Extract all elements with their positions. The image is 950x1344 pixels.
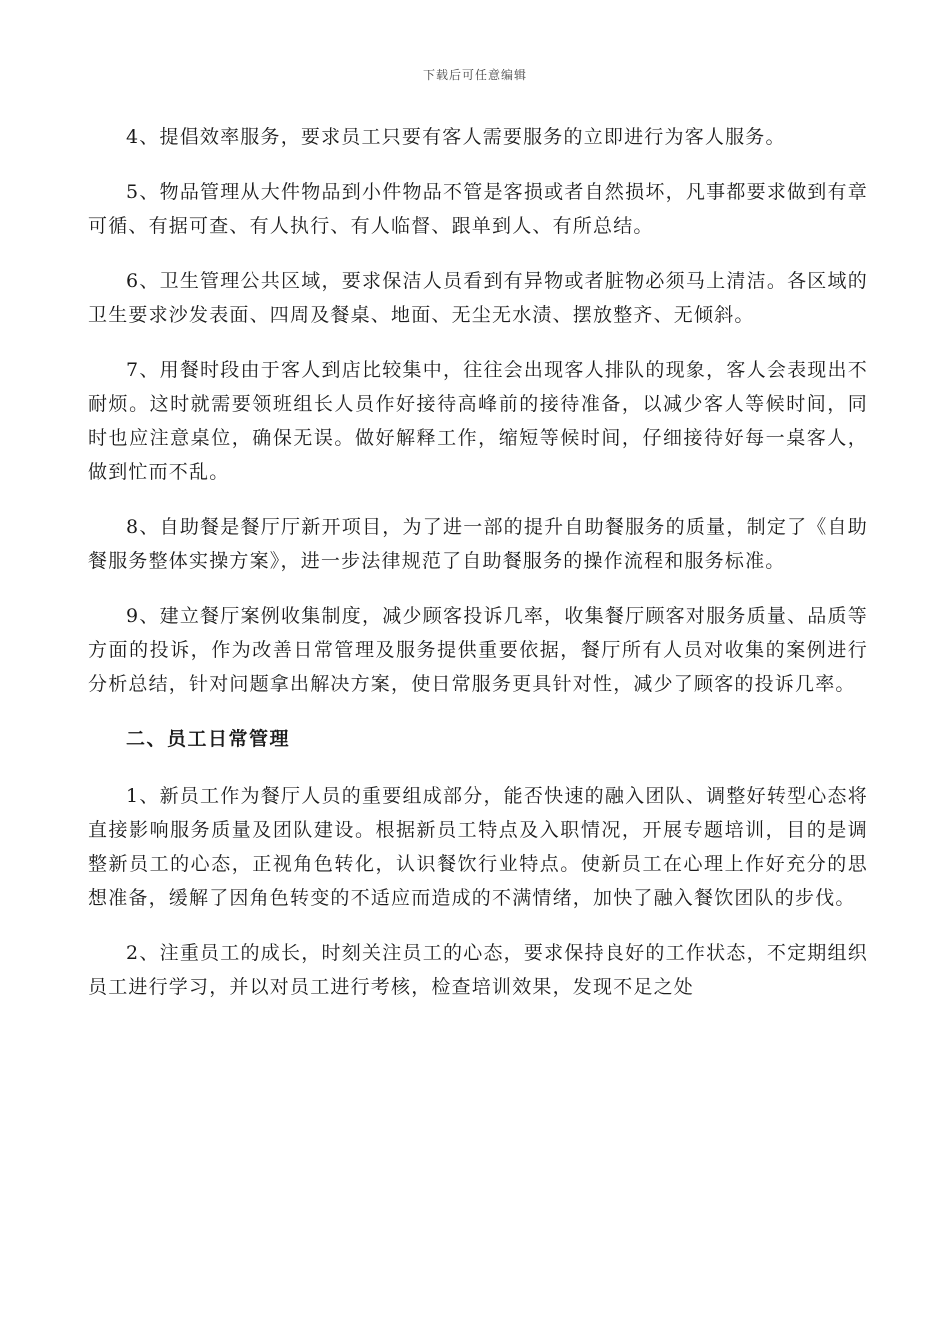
document-body	[88, 120, 868, 1025]
paragraph-6: 6、卫生管理公共区域，要求保洁人员看到有异物或者脏物必须马上清洁。各区域的卫生要求沙发表面、四周及餐桌、地面、无尘无水渍、摆放整齐、无倾斜。	[88, 270, 868, 326]
paragraph-5: 5、物品管理从大件物品到小件物品不管是客损或者自然损坏，凡事都要求做到有章可循、有据可查、有人执行、有人临督、跟单到人、有所总结。	[88, 181, 868, 237]
paragraph-4: 4、提倡效率服务，要求员工只要有客人需要服务的立即进行为客人服务。	[126, 126, 786, 148]
page-header: 下载后可任意编辑	[422, 68, 527, 82]
paragraph-7: 7、用餐时段由于客人到店比较集中，往往会出现客人排队的现象，客人会表现出不耐烦。这时就需要领班组长人员作好接待高峰前的接待准备，以减少客人等候时间，同时也应注意桌位，确保无误。做好解释工作，缩短等候时间，仔细接待好每一桌客人，做到忙而不乱。	[88, 359, 868, 483]
paragraph-9: 9、建立餐厅案例收集制度，减少顾客投诉几率，收集餐厅顾客对服务质量、品质等方面的投诉，作为改善日常管理及服务提供重要依据，餐厅所有人员对收集的案例进行分析总结，针对问题拿出解决方案，使日常服务更具针对性，减少了顾客的投诉几率。	[88, 605, 868, 695]
paragraph-8: 8、自助餐是餐厅厅新开项目，为了进一部的提升自助餐服务的质量，制定了《自助餐服务整体实操方案》，进一步法律规范了自助餐服务的操作流程和服务标准。	[88, 516, 868, 572]
paragraph-staff-2: 2、注重员工的成长，时刻关注员工的心态，要求保持良好的工作状态，不定期组织员工进行学习，并以对员工进行考核，检查培训效果，发现不足之处	[88, 942, 868, 998]
paragraph-staff-1: 1、新员工作为餐厅人员的重要组成部分，能否快速的融入团队、调整好转型心态将直接影响服务质量及团队建设。根据新员工特点及入职情况，开展专题培训，目的是调整新员工的心态，正视角色转化，认识餐饮行业特点。使新员工在心理上作好充分的思想准备，缓解了因角色转变的不适应而造成的不满情绪，加快了融入餐饮团队的步伐。	[88, 785, 868, 909]
section-heading: 二、员工日常管理	[126, 728, 291, 750]
